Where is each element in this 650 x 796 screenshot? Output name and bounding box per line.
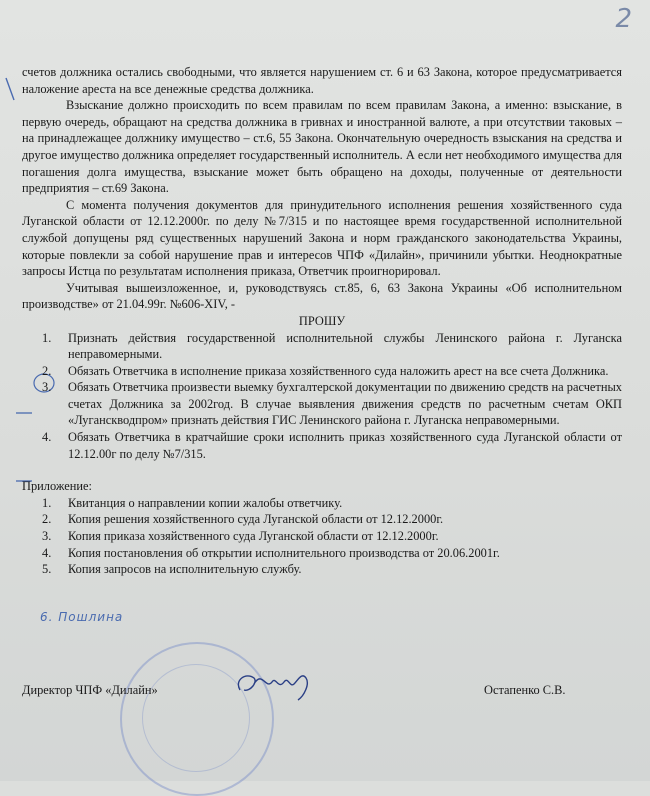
list-item: 3. Копия приказа хозяйственного суда Луганской области от 12.12.2000г.: [42, 529, 439, 544]
request-heading: ПРОШУ: [298, 313, 346, 328]
list-item: 2. Копия решения хозяйственного суда Луганской области от 12.12.2000г.: [42, 512, 444, 527]
handwritten-annex-item: 6. Пошлина: [40, 610, 124, 624]
signer-name: Остапенко С.В.: [484, 683, 566, 697]
document-body: [22, 64, 622, 578]
list-item: 4. Копия постановления об открытии исполнительного производства от 20.06.2001г.: [42, 545, 500, 560]
director-label: Директор ЧПФ «Дилайн»: [22, 683, 158, 697]
paragraph-3: С момента получения документов для принудительного исполнения решения хозяйственного суда Луганской области от 12.12.2000г. по делу №7/315 и по настоящее время государственной исполнительной службой допущены ряд существенных нарушений Закона и норм гражданского законодательства Украины, которые повлекли за собой нарушение прав и интересов ЧПФ «Дилайн», причинили убытки. Неоднократные запросы Истца по результатам исполнения приказа, Ответчик проигнорировал.: [22, 197, 622, 279]
list-item: 4. Обязать Ответчика в кратчайшие сроки исполнить приказ хозяйственного суда Луганской области от 12.12.00г по делу №7/315.: [42, 430, 622, 461]
request-list: [22, 330, 622, 463]
handwritten-page-number: 2: [615, 4, 632, 34]
list-item: 1. Квитанция о направлении копии жалобы ответчику.: [42, 495, 343, 510]
paragraph-4: Учитывая вышеизложенное, и, руководствуясь ст.85, 6, 63 Закона Украины «Об исполнительном производстве» от 21.04.99г. №606-XIV, -: [22, 280, 622, 312]
paragraph-1: счетов должника остались свободными, что является нарушением ст. 6 и 63 Закона, которое предусматривается наложение ареста на все денежные средства должника.: [22, 65, 622, 96]
signature: [232, 660, 322, 710]
annex-list: [22, 495, 622, 578]
annex-title: Приложение:: [22, 479, 92, 494]
list-item: 5. Копия запросов на исполнительную службу.: [42, 562, 302, 577]
list-item: 3. Обязать Ответчика произвести выемку бухгалтерской документации по движению средств на расчетных счетах Должника за 2002год. В случае выявления движения средств по расчетным счетам ОКП «Луганскводпром» признать действия ГИС Ленинского района г. Луганска неправомерными.: [42, 380, 622, 428]
list-item: 1. Признать действия государственной исполнительной службы Ленинского района г. Луганска неправомерными.: [42, 330, 622, 362]
list-item: 2. Обязать Ответчика в исполнение приказа хозяйственного суда наложить арест на все счета Должника.: [42, 363, 609, 378]
paragraph-2: Взыскание должно происходить по всем правилам по всем правилам Закона, а именно: взыскание, в первую очередь, обращают на средства должника в гривнах и иностранной валюте, а при отсутствии таковых – на принадлежащее должнику имущество – ст.6, 55 Закона. Окончательную очередность взыскания на средства и другое имущество должника определяет государственный исполнитель. А если нет необходимого имущества для погашения долга имущества, взыскание может быть обращено на доходы, полученные от деятельности предприятия – ст.69 Закона.: [22, 98, 622, 196]
